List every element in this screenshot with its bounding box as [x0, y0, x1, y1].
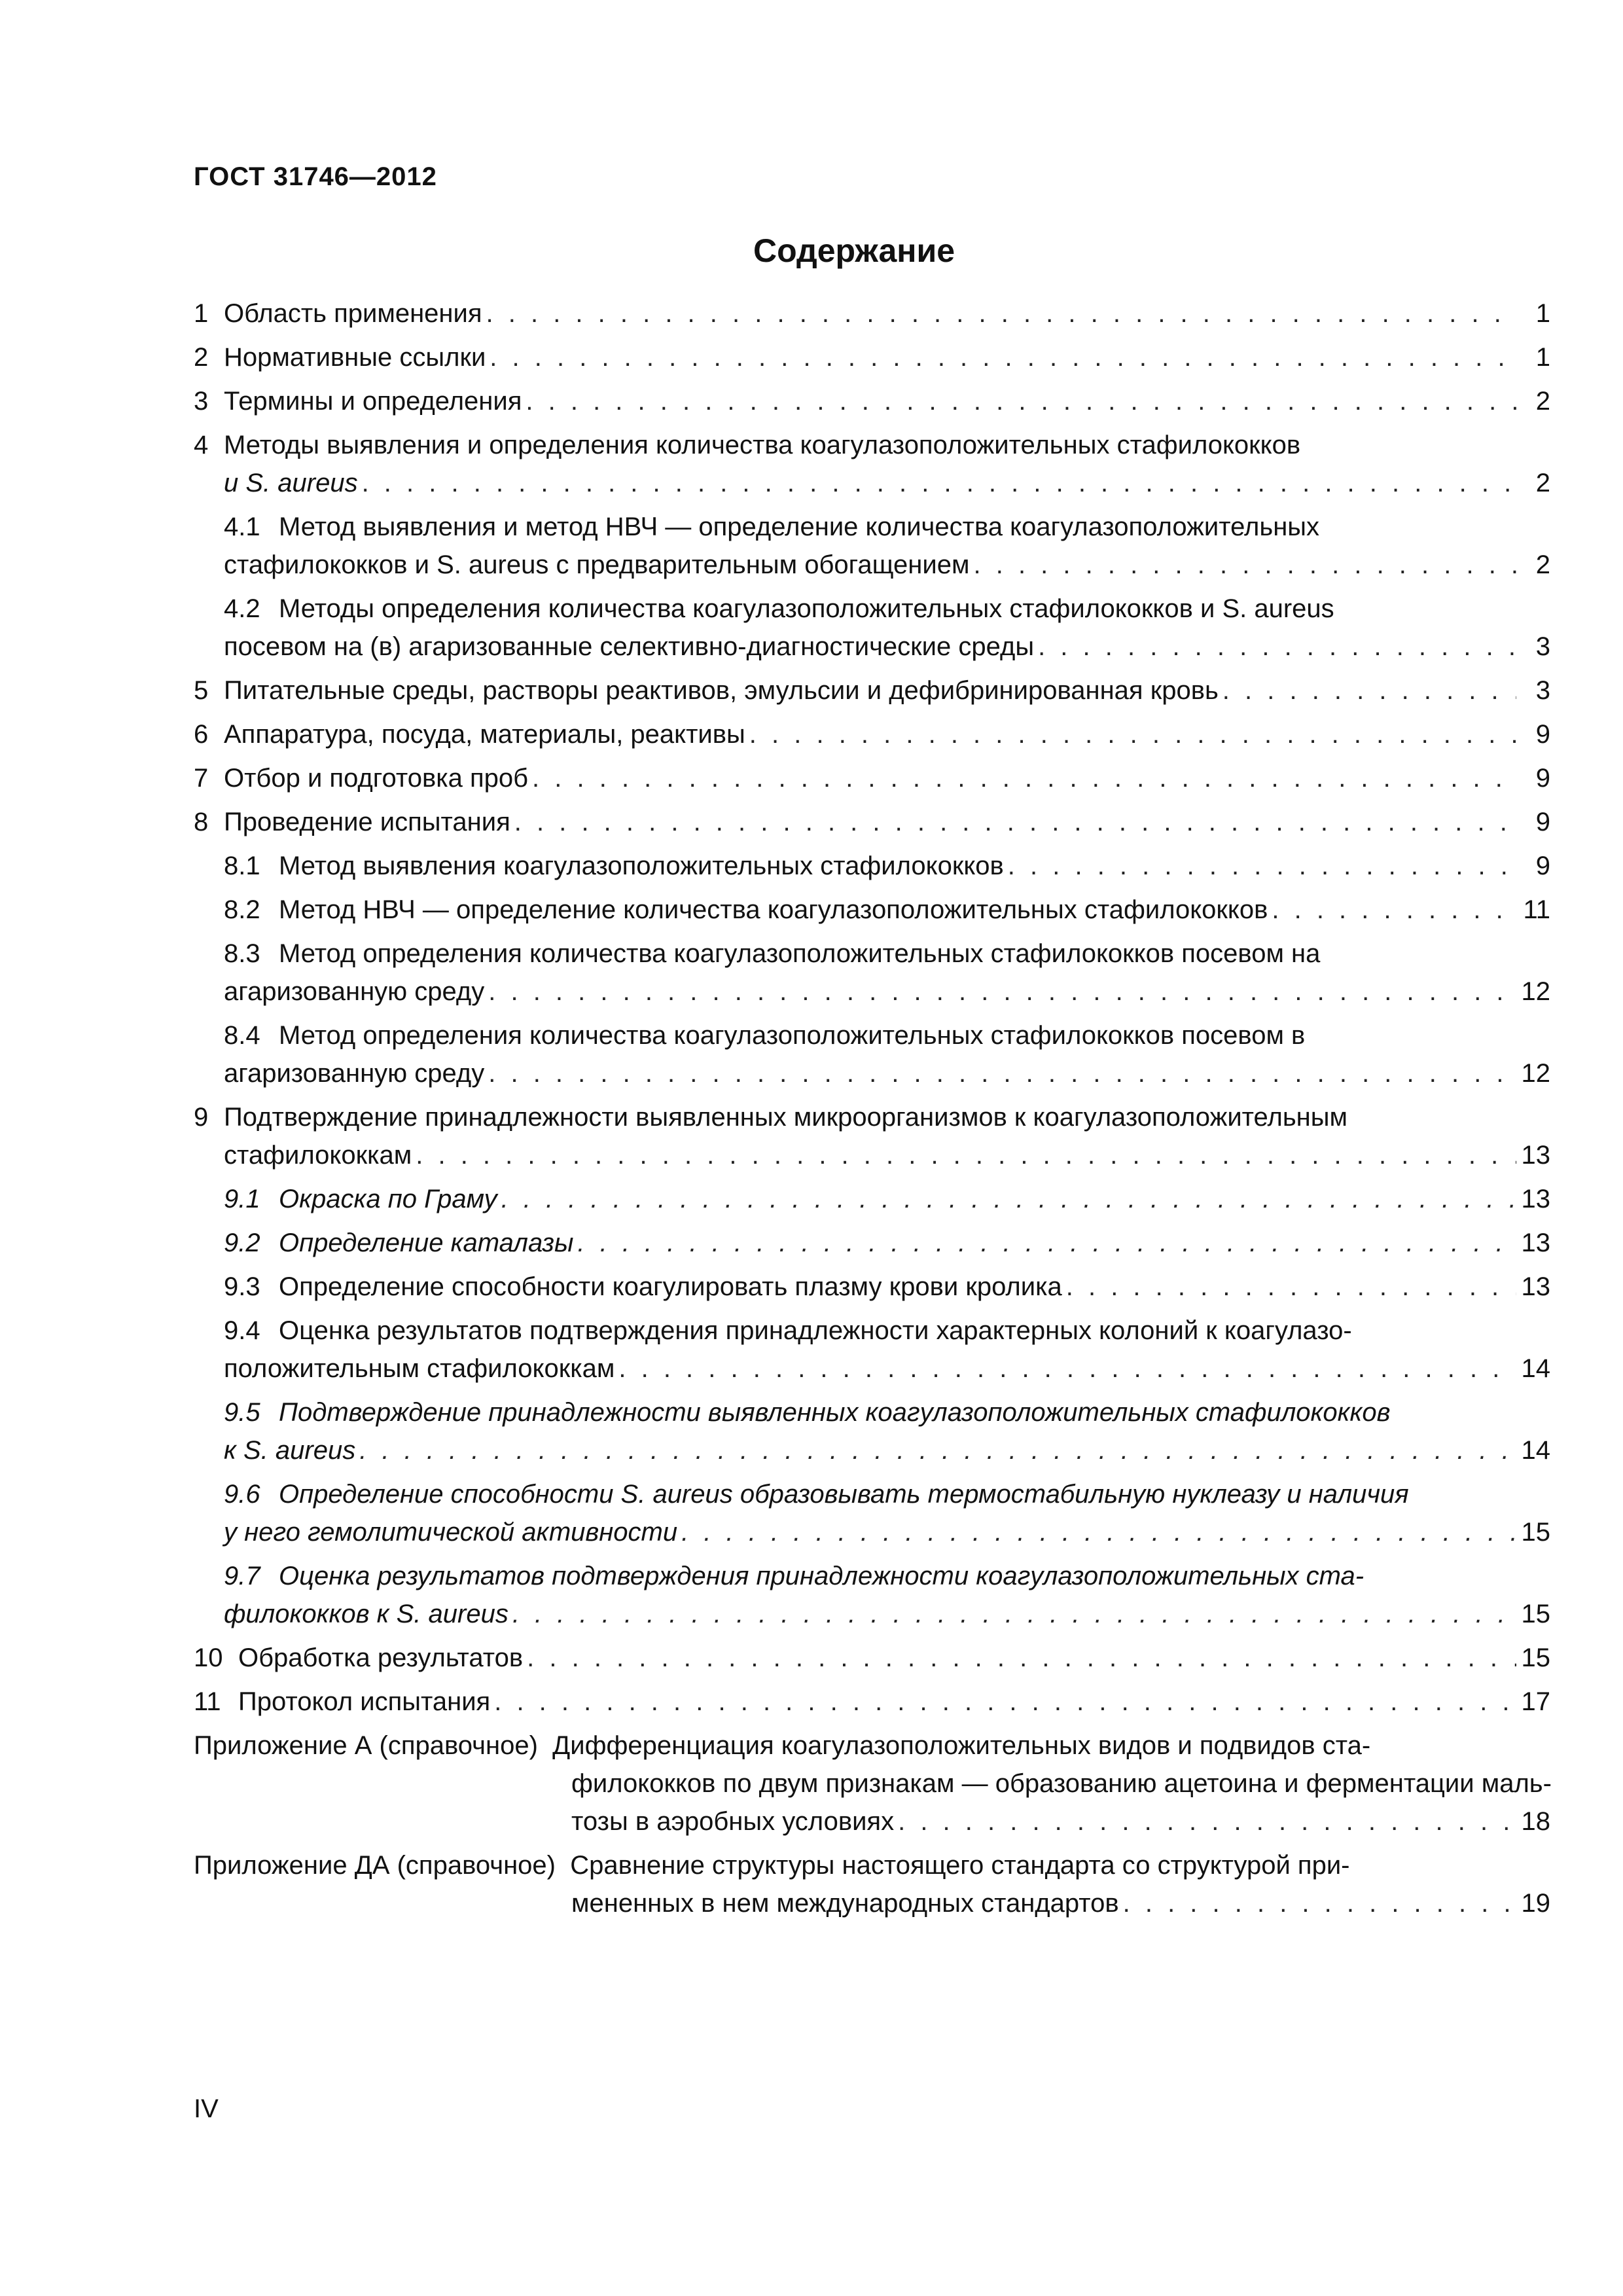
leader-dots: [482, 295, 1516, 332]
toc-entry-9-1[interactable]: 9.1 Окраска по Граму . . . 13: [194, 1180, 1550, 1218]
leader-dots: [355, 1431, 1516, 1469]
toc-entry-8-3[interactable]: 8.3 Метод определения количества коагулазоположительных стафилококков посевом на агаризованную среду . . . 12: [194, 935, 1550, 1011]
leader-dots: [358, 464, 1516, 502]
leader-dots: [894, 1803, 1516, 1840]
toc-entry-8-2[interactable]: 8.2 Метод НВЧ — определение количества коагулазоположительных стафилококков . . . 11: [194, 891, 1550, 929]
leader-dots: [490, 1683, 1516, 1721]
toc-entry-8-4[interactable]: 8.4 Метод определения количества коагулазоположительных стафилококков посевом в агаризованную среду . . . 12: [194, 1016, 1550, 1092]
leader-dots: [1268, 891, 1516, 929]
leader-dots: [484, 973, 1516, 1011]
toc-entry-3[interactable]: 3 Термины и определения . . . 2: [194, 382, 1550, 420]
leader-dots: [528, 759, 1516, 797]
toc-entry-appendix-a[interactable]: Приложение А (справочное) Дифференциация коагулазоположительных видов и подвидов ста- филококков по двум признакам — образованию ацетоина и ферментации маль- тозы в аэробных условиях . . . 18: [194, 1727, 1550, 1840]
leader-dots: [523, 1639, 1516, 1677]
leader-dots: [969, 546, 1516, 584]
leader-dots: [615, 1350, 1516, 1388]
toc-entry-9-7[interactable]: 9.7 Оценка результатов подтверждения принадлежности коагулазоположительных ста- филококков к S. aureus . . . 15: [194, 1557, 1550, 1633]
toc-entry-9-6[interactable]: 9.6 Определение способности S. aureus образовывать термостабильную нуклеазу и наличия у него гемолитической активности . . . 15: [194, 1475, 1550, 1551]
leader-dots: [508, 1595, 1516, 1633]
toc-entry-9-5[interactable]: 9.5 Подтверждение принадлежности выявленных коагулазоположительных стафилококков к S. aureus . . . 14: [194, 1393, 1550, 1469]
table-of-contents: [194, 295, 1550, 1928]
toc-entry-1[interactable]: 1 Область применения . . . 1: [194, 295, 1550, 332]
toc-entry-2[interactable]: 2 Нормативные ссылки . . . 1: [194, 338, 1550, 376]
leader-dots: [745, 715, 1516, 753]
toc-entry-11[interactable]: 11 Протокол испытания . . . 17: [194, 1683, 1550, 1721]
leader-dots: [1034, 628, 1516, 666]
leader-dots: [484, 1054, 1516, 1092]
leader-dots: [1004, 847, 1516, 885]
toc-entry-6[interactable]: 6 Аппаратура, посуда, материалы, реактивы . . . 9: [194, 715, 1550, 753]
toc-entry-8[interactable]: 8 Проведение испытания . . . 9: [194, 803, 1550, 841]
toc-entry-9[interactable]: 9 Подтверждение принадлежности выявленных микроорганизмов к коагулазоположительным стафилококкам . . . 13: [194, 1098, 1550, 1174]
toc-entry-9-4[interactable]: 9.4 Оценка результатов подтверждения принадлежности характерных колоний к коагулазо- положительным стафилококкам . . . 14: [194, 1312, 1550, 1388]
toc-entry-4-1[interactable]: 4.1 Метод выявления и метод НВЧ — определение количества коагулазоположительных стафилококков и S. aureus с предварительным обогащением . . . 2: [194, 508, 1550, 584]
leader-dots: [1219, 672, 1516, 709]
toc-entry-9-2[interactable]: 9.2 Определение каталазы . . . 13: [194, 1224, 1550, 1262]
leader-dots: [573, 1224, 1516, 1262]
toc-entry-7[interactable]: 7 Отбор и подготовка проб . . . 9: [194, 759, 1550, 797]
toc-entry-10[interactable]: 10 Обработка результатов . . . 15: [194, 1639, 1550, 1677]
toc-entry-8-1[interactable]: 8.1 Метод выявления коагулазоположительных стафилококков . . . 9: [194, 847, 1550, 885]
toc-entry-appendix-da[interactable]: Приложение ДА (справочное) Сравнение структуры настоящего стандарта со структурой при- мененных в нем международных стандартов . . . 19: [194, 1846, 1550, 1922]
toc-entry-4-2[interactable]: 4.2 Методы определения количества коагулазоположительных стафилококков и S. aureus посевом на (в) агаризованные селективно-диагностические среды . . . 3: [194, 590, 1550, 666]
leader-dots: [412, 1136, 1516, 1174]
leader-dots: [1119, 1884, 1516, 1922]
leader-dots: [497, 1180, 1516, 1218]
leader-dots: [522, 382, 1516, 420]
toc-entry-9-3[interactable]: 9.3 Определение способности коагулировать плазму крови кролика . . . 13: [194, 1268, 1550, 1306]
leader-dots: [510, 803, 1516, 841]
page-number: IV: [194, 2094, 219, 2123]
leader-dots: [486, 338, 1516, 376]
leader-dots: [1062, 1268, 1516, 1306]
page-title: Содержание: [753, 232, 955, 269]
leader-dots: [677, 1513, 1516, 1551]
document-header: ГОСТ 31746—2012: [194, 162, 437, 191]
toc-entry-4[interactable]: 4 Методы выявления и определения количества коагулазоположительных стафилококков и S. aureus . . . 2: [194, 426, 1550, 502]
toc-entry-5[interactable]: 5 Питательные среды, растворы реактивов, эмульсии и дефибринированная кровь . . . 3: [194, 672, 1550, 709]
